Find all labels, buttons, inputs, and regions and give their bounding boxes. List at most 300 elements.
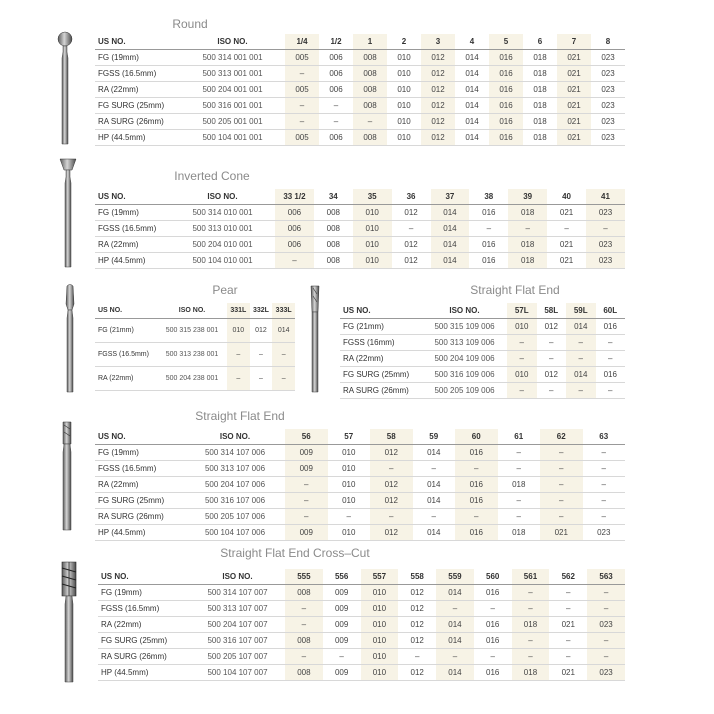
cell: – (319, 114, 353, 130)
cell: FGSS (16.5mm) (95, 66, 180, 82)
cell: FG (19mm) (95, 445, 185, 461)
col-header: 57 (328, 429, 371, 445)
col-header: US NO. (95, 189, 170, 205)
col-header: 8 (591, 34, 625, 50)
cell: 014 (431, 237, 470, 253)
cell: 021 (547, 205, 586, 221)
cell: 010 (227, 319, 250, 343)
cell: FG SURG (25mm) (340, 367, 422, 383)
table-row (340, 383, 625, 399)
col-header: 62 (540, 429, 583, 445)
cell: 014 (455, 114, 489, 130)
table-row (98, 601, 625, 617)
col-header: ISO NO. (180, 34, 285, 50)
cell: – (507, 335, 537, 351)
cell: – (474, 649, 512, 665)
cell: 014 (455, 66, 489, 82)
cell: 012 (398, 585, 436, 601)
cell: 021 (557, 50, 591, 66)
cell: 500 205 001 001 (180, 114, 285, 130)
cell: 010 (328, 461, 371, 477)
table-row (95, 525, 625, 541)
cell: – (540, 445, 583, 461)
cell: 018 (508, 237, 547, 253)
cell: 016 (596, 319, 626, 335)
cell: 018 (508, 253, 547, 269)
cell: 500 315 238 001 (157, 319, 227, 343)
cell: 021 (549, 665, 587, 681)
col-header: 7 (557, 34, 591, 50)
cell: 012 (392, 205, 431, 221)
cell: – (549, 633, 587, 649)
col-header: US NO. (95, 34, 180, 50)
cell: – (566, 383, 596, 399)
cell: 018 (523, 130, 557, 146)
cell: – (353, 114, 387, 130)
cell: 012 (421, 114, 455, 130)
cell: 009 (285, 525, 328, 541)
cell: 500 204 109 006 (422, 351, 507, 367)
cell: 500 204 107 006 (185, 477, 285, 493)
cell: – (498, 509, 541, 525)
cell: 500 314 107 007 (190, 585, 285, 601)
cell: 009 (323, 585, 361, 601)
cell: – (455, 461, 498, 477)
cell: 010 (328, 445, 371, 461)
cell: 014 (455, 50, 489, 66)
cell: – (250, 367, 273, 391)
cell: – (474, 601, 512, 617)
cell: 012 (398, 633, 436, 649)
cell: – (285, 601, 323, 617)
cell: 500 314 001 001 (180, 50, 285, 66)
col-header: 559 (436, 569, 474, 585)
cell: FGSS (16mm) (340, 335, 422, 351)
cell: 010 (328, 477, 371, 493)
cell: 018 (523, 66, 557, 82)
col-header: 58 (370, 429, 413, 445)
cell: 012 (398, 617, 436, 633)
cell: – (596, 351, 626, 367)
cell: 023 (587, 617, 625, 633)
cell: 014 (436, 665, 474, 681)
cell: 014 (436, 633, 474, 649)
table-row (98, 665, 625, 681)
cell: – (285, 66, 319, 82)
cell: 018 (523, 50, 557, 66)
cell: – (512, 585, 550, 601)
table-header-row (95, 429, 625, 445)
cell: 012 (392, 237, 431, 253)
col-header: ISO NO. (185, 429, 285, 445)
cell: RA (22mm) (95, 477, 185, 493)
col-header: 57L (507, 303, 537, 319)
cell: 012 (421, 98, 455, 114)
table-row (98, 585, 625, 601)
section-title-straight-flat-end-long: Straight Flat End (470, 283, 560, 297)
table-row (98, 649, 625, 665)
col-header: 557 (361, 569, 399, 585)
col-header: 1/4 (285, 34, 319, 50)
cell: 016 (474, 665, 512, 681)
cell: 009 (285, 461, 328, 477)
cell: 016 (474, 617, 512, 633)
cell: – (540, 477, 583, 493)
cell: 500 313 001 001 (180, 66, 285, 82)
cell: 012 (250, 319, 273, 343)
col-header: 5 (489, 34, 523, 50)
cell: FG (19mm) (95, 205, 170, 221)
table-straight-flat-end-cross-cut (98, 569, 625, 681)
cell: 009 (285, 445, 328, 461)
table-straight-flat-end (95, 429, 625, 541)
cell: 010 (387, 114, 421, 130)
cell: – (587, 649, 625, 665)
cell: 008 (314, 253, 353, 269)
cell: 010 (353, 205, 392, 221)
cell: 023 (591, 98, 625, 114)
cell: 023 (591, 114, 625, 130)
cell: 010 (387, 98, 421, 114)
cell: 014 (272, 319, 295, 343)
cell: – (285, 617, 323, 633)
col-header: 37 (431, 189, 470, 205)
cell: 012 (421, 66, 455, 82)
table-round (95, 34, 625, 146)
cell: 016 (489, 82, 523, 98)
col-header: 555 (285, 569, 323, 585)
cell: – (586, 221, 625, 237)
cell: 010 (353, 237, 392, 253)
cell: – (512, 601, 550, 617)
cell: 010 (361, 617, 399, 633)
cell: FGSS (16.5mm) (95, 461, 185, 477)
cell: 018 (523, 114, 557, 130)
col-header: 39 (508, 189, 547, 205)
cell: 012 (392, 253, 431, 269)
cell: 021 (557, 130, 591, 146)
cell: 500 316 109 006 (422, 367, 507, 383)
cell: 023 (591, 130, 625, 146)
col-header: 35 (353, 189, 392, 205)
table-header-row (95, 303, 295, 319)
table-row (340, 367, 625, 383)
col-header: 60L (596, 303, 626, 319)
table-row (95, 509, 625, 525)
col-header: 332L (250, 303, 273, 319)
cell: 010 (387, 130, 421, 146)
cell: – (272, 367, 295, 391)
cell: – (583, 461, 626, 477)
cell: – (583, 509, 626, 525)
cell: 010 (353, 253, 392, 269)
cell: FG (21mm) (340, 319, 422, 335)
cell: 008 (314, 221, 353, 237)
cell: 005 (285, 50, 319, 66)
cell: 016 (474, 585, 512, 601)
cell: 023 (591, 82, 625, 98)
col-header: 40 (547, 189, 586, 205)
straight-flat-end-bur-illustration (56, 420, 78, 532)
cell: RA SURG (26mm) (95, 509, 185, 525)
cell: 500 313 109 006 (422, 335, 507, 351)
cell: – (587, 585, 625, 601)
cell: FG (21mm) (95, 319, 157, 343)
cell: – (583, 477, 626, 493)
cell: – (498, 461, 541, 477)
table-inverted-cone (95, 189, 625, 269)
cell: – (587, 633, 625, 649)
cell: 016 (455, 445, 498, 461)
cell: 009 (323, 617, 361, 633)
col-header: 333L (272, 303, 295, 319)
cell: 500 316 107 007 (190, 633, 285, 649)
cell: 012 (421, 82, 455, 98)
cell: 021 (540, 525, 583, 541)
cell: – (370, 509, 413, 525)
section-title-straight-flat-end-cross-cut: Straight Flat End Cross–Cut (220, 546, 370, 560)
cell: 008 (285, 633, 323, 649)
table-row (95, 493, 625, 509)
col-header: 563 (587, 569, 625, 585)
cell: 018 (512, 617, 550, 633)
cell: 021 (549, 617, 587, 633)
cell: 016 (489, 98, 523, 114)
col-header: 59 (413, 429, 456, 445)
cell: – (272, 343, 295, 367)
cell: 016 (489, 114, 523, 130)
cell: 016 (455, 525, 498, 541)
col-header: 331L (227, 303, 250, 319)
cell: 014 (566, 367, 596, 383)
section-title-inverted-cone: Inverted Cone (174, 169, 250, 183)
cell: 500 104 010 001 (170, 253, 275, 269)
table-row (95, 445, 625, 461)
cell: 500 205 109 006 (422, 383, 507, 399)
cell: – (537, 351, 567, 367)
cell: – (537, 383, 567, 399)
col-header: 561 (512, 569, 550, 585)
cell: 008 (285, 665, 323, 681)
table-row (95, 114, 625, 130)
cell: RA SURG (26mm) (95, 114, 180, 130)
cell: – (328, 509, 371, 525)
cell: – (596, 383, 626, 399)
cell: 012 (537, 319, 567, 335)
cell: – (285, 509, 328, 525)
table-row (95, 98, 625, 114)
table-header-row (95, 34, 625, 50)
col-header: 562 (549, 569, 587, 585)
cell: 008 (353, 82, 387, 98)
table-row (95, 221, 625, 237)
cell: – (227, 343, 250, 367)
cross-cut-bur-illustration (58, 560, 80, 684)
cell: HP (44.5mm) (95, 525, 185, 541)
cell: RA SURG (26mm) (340, 383, 422, 399)
cell: 023 (591, 66, 625, 82)
cell: 023 (583, 525, 626, 541)
cell: 014 (431, 221, 470, 237)
cell: 012 (370, 445, 413, 461)
table-row (95, 253, 625, 269)
table-header-row (95, 189, 625, 205)
cell: – (392, 221, 431, 237)
cell: – (549, 585, 587, 601)
table-row (95, 50, 625, 66)
col-header: US NO. (95, 429, 185, 445)
pear-bur-illustration (62, 284, 78, 394)
cell: 010 (361, 585, 399, 601)
col-header: 4 (455, 34, 489, 50)
cell: 010 (353, 221, 392, 237)
cell: 016 (489, 50, 523, 66)
cell: 008 (314, 205, 353, 221)
cell: 009 (323, 633, 361, 649)
cell: 500 313 238 001 (157, 343, 227, 367)
col-header: 1/2 (319, 34, 353, 50)
table-row (95, 237, 625, 253)
table-header-row (340, 303, 625, 319)
cell: – (285, 649, 323, 665)
cell: 012 (398, 665, 436, 681)
cell: 023 (586, 205, 625, 221)
cell: FG (19mm) (95, 50, 180, 66)
cell: 014 (413, 445, 456, 461)
cell: 021 (557, 82, 591, 98)
cell: 500 314 107 006 (185, 445, 285, 461)
cell: – (285, 114, 319, 130)
cell: – (498, 445, 541, 461)
col-header: 560 (474, 569, 512, 585)
cell: – (227, 367, 250, 391)
cell: – (250, 343, 273, 367)
cell: 006 (319, 130, 353, 146)
cell: 023 (591, 50, 625, 66)
cell: 016 (455, 493, 498, 509)
cell: 016 (474, 633, 512, 649)
cell: 016 (489, 130, 523, 146)
cell: 014 (431, 253, 470, 269)
cell: – (508, 221, 547, 237)
cell: 012 (398, 601, 436, 617)
cell: – (498, 493, 541, 509)
cell: 500 104 107 007 (190, 665, 285, 681)
cell: 021 (557, 114, 591, 130)
cell: FG (19mm) (98, 585, 190, 601)
cell: 014 (431, 205, 470, 221)
cell: FG SURG (25mm) (95, 493, 185, 509)
cell: 018 (498, 477, 541, 493)
col-header: 58L (537, 303, 567, 319)
cell: 500 104 001 001 (180, 130, 285, 146)
table-row (95, 205, 625, 221)
section-title-pear: Pear (212, 283, 238, 297)
cell: 500 313 107 007 (190, 601, 285, 617)
cell: 023 (586, 237, 625, 253)
cell: 010 (507, 319, 537, 335)
straight-flat-end-long-bur-illustration (306, 284, 324, 394)
cell: 018 (523, 82, 557, 98)
cell: 021 (557, 66, 591, 82)
table-row (95, 82, 625, 98)
cell: – (323, 649, 361, 665)
cell: 012 (421, 130, 455, 146)
cell: 014 (436, 585, 474, 601)
col-header: US NO. (95, 303, 157, 319)
cell: 016 (455, 477, 498, 493)
cell: 012 (370, 493, 413, 509)
table-straight-flat-end-long (340, 303, 625, 399)
table-pear (95, 303, 295, 391)
cell: – (583, 493, 626, 509)
cell: – (566, 351, 596, 367)
table-row (95, 461, 625, 477)
cell: 018 (498, 525, 541, 541)
cell: 014 (455, 130, 489, 146)
cell: 500 313 107 006 (185, 461, 285, 477)
cell: HP (44.5mm) (95, 130, 180, 146)
col-header: 33 1/2 (275, 189, 314, 205)
cell: – (507, 383, 537, 399)
cell: 010 (361, 601, 399, 617)
cell: – (549, 601, 587, 617)
cell: 010 (387, 50, 421, 66)
section-title-straight-flat-end: Straight Flat End (195, 409, 285, 423)
cell: FGSS (16.5mm) (95, 343, 157, 367)
table-row (95, 343, 295, 367)
cell: – (512, 649, 550, 665)
col-header: ISO NO. (190, 569, 285, 585)
col-header: 36 (392, 189, 431, 205)
cell: – (413, 461, 456, 477)
cell: 008 (285, 585, 323, 601)
cell: 012 (421, 50, 455, 66)
cell: 016 (596, 367, 626, 383)
cell: 005 (285, 82, 319, 98)
cell: 016 (489, 66, 523, 82)
cell: 005 (285, 130, 319, 146)
cell: 500 204 107 007 (190, 617, 285, 633)
cell: – (549, 649, 587, 665)
cell: RA (22mm) (98, 617, 190, 633)
cell: 006 (275, 205, 314, 221)
cell: RA (22mm) (95, 82, 180, 98)
cell: – (285, 493, 328, 509)
table-row (95, 477, 625, 493)
col-header: 61 (498, 429, 541, 445)
cell: – (319, 98, 353, 114)
cell: FG SURG (25mm) (98, 633, 190, 649)
cell: – (587, 601, 625, 617)
table-row (95, 66, 625, 82)
cell: 023 (586, 253, 625, 269)
cell: – (540, 509, 583, 525)
cell: – (596, 335, 626, 351)
cell: 500 205 107 006 (185, 509, 285, 525)
cell: 500 316 001 001 (180, 98, 285, 114)
cell: FG SURG (25mm) (95, 98, 180, 114)
cell: 014 (413, 477, 456, 493)
cell: 021 (557, 98, 591, 114)
cell: 006 (275, 237, 314, 253)
section-title-round: Round (172, 17, 208, 31)
cell: – (370, 461, 413, 477)
cell: 008 (353, 130, 387, 146)
cell: 010 (328, 493, 371, 509)
cell: 018 (512, 665, 550, 681)
cell: 010 (328, 525, 371, 541)
